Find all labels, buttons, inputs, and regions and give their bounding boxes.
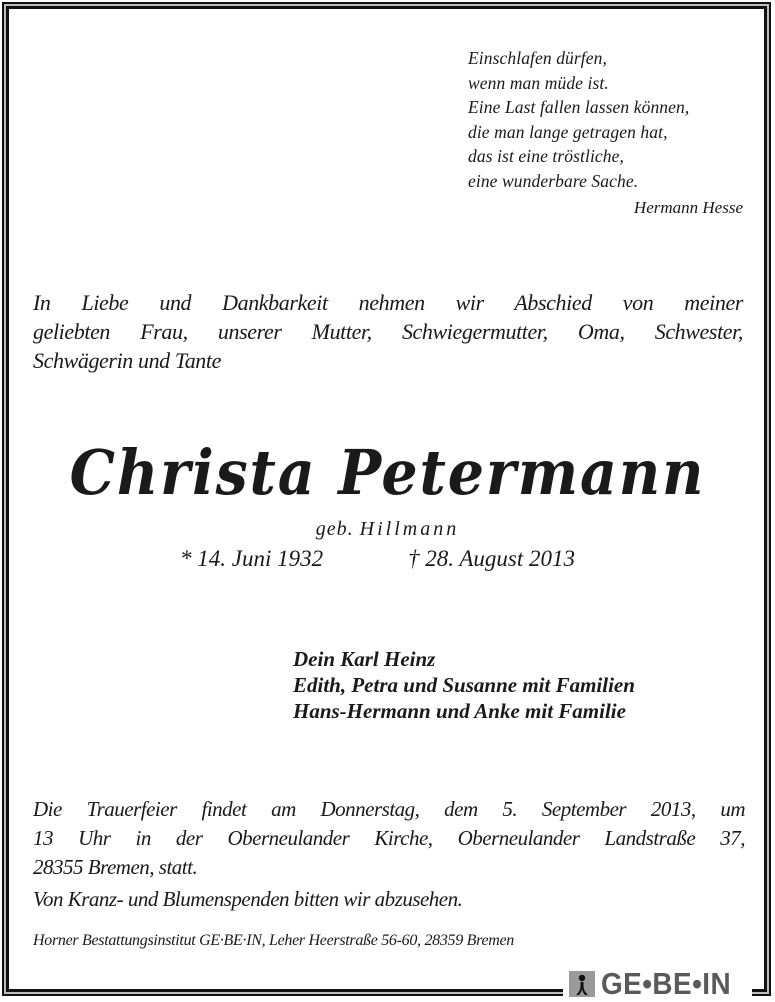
birth-name xyxy=(0,518,775,541)
deceased-name: Christa Petermann xyxy=(69,436,706,509)
intro-line: Schwägerin und Tante xyxy=(33,348,221,373)
quote-line: das ist eine tröstliche, xyxy=(468,146,624,166)
flowers-note: Von Kranz- und Blumenspenden bitten wir abzusehen. xyxy=(33,887,463,911)
gebein-logo xyxy=(563,967,752,1000)
quote-line: wenn man müde ist. xyxy=(468,72,609,93)
intro-paragraph xyxy=(33,288,743,375)
birth-date: * 14. Juni 1932 xyxy=(180,546,324,571)
service-line: 13 Uhr in der Oberneulander Kirche, Oberneulander Landstraße 37, xyxy=(33,826,745,850)
mourner-line: Edith, Petra und Susanne mit Familien xyxy=(293,673,635,697)
death-date: † 28. August 2013 xyxy=(408,546,575,571)
mourners-list xyxy=(293,646,635,724)
quote-line: die man lange getragen hat, xyxy=(468,121,668,142)
undertaker-info: Horner Bestattungsinstitut GE·BE·IN, Leher Heerstraße 56-60, 28359 Bremen xyxy=(33,932,515,949)
quote-line: Einschlafen dürfen, xyxy=(468,48,607,68)
gebein-figure-icon xyxy=(569,971,595,997)
birth-name-prefix: geb. xyxy=(315,518,354,540)
mourner-line: Dein Karl Heinz xyxy=(293,647,436,671)
quote-author: Hermann Hesse xyxy=(633,198,743,217)
quote-line: eine wunderbare Sache. xyxy=(468,170,639,191)
quote-line: Eine Last fallen lassen können, xyxy=(468,97,690,117)
service-line: Die Trauerfeier findet am Donnerstag, dem 5. September 2013, um xyxy=(33,797,745,821)
gebein-logo-text: GE•BE•IN xyxy=(601,965,732,1001)
birth-surname: Hillmann xyxy=(359,518,460,540)
intro-line: geliebten Frau, unserer Mutter, Schwiegermutter, Oma, Schwester, xyxy=(33,319,743,344)
mourner-line: Hans-Hermann und Anke mit Familie xyxy=(293,699,626,723)
funeral-service-info xyxy=(33,795,745,882)
intro-line: In Liebe und Dankbarkeit nehmen wir Abschied von meiner xyxy=(33,290,743,315)
service-line: 28355 Bremen, statt. xyxy=(33,855,198,879)
poem-quote xyxy=(468,46,758,193)
